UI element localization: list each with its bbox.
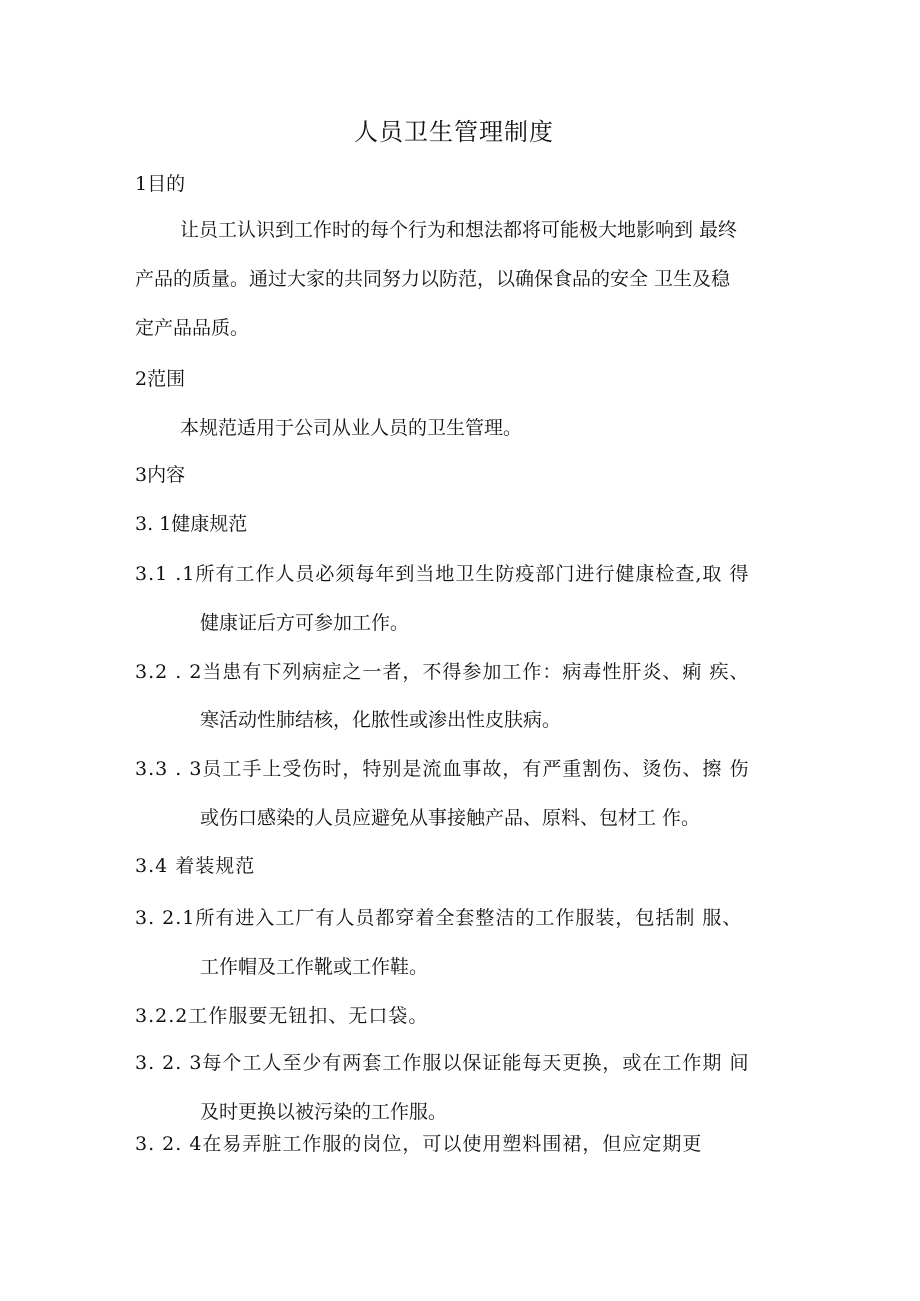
clause-continuation: 及时更换以被污染的工作服。 [200, 1101, 448, 1123]
clause-line: 3. 2.1所有进入工厂有人员都穿着全套整洁的工作服装，包括制 服、 [135, 907, 743, 929]
clause-line: 3.2 . 2当患有下列病症之一者，不得参加工作：病毒性肝炎、痢 疾、 [135, 661, 750, 683]
paragraph-line: 让员工认识到工作时的每个行为和想法都将可能极大地影响到 最终 [180, 219, 738, 241]
document-title: 人员卫生管理制度 [354, 118, 554, 146]
clause-line: 3. 2. 4在易弄脏工作服的岗位，可以使用塑料围裙，但应定期更 [135, 1133, 703, 1155]
clause-continuation: 工作帽及工作靴或工作鞋。 [200, 956, 429, 978]
clause-continuation: 寒活动性肺结核，化脓性或渗出性皮肤病。 [200, 709, 562, 731]
subsection-heading-health: 3. 1健康规范 [135, 513, 248, 535]
clause-continuation: 健康证后方可参加工作。 [200, 612, 410, 634]
clause-line: 3.1 .1所有工作人员必须每年到当地卫生防疫部门进行健康检查,取 得 [135, 563, 750, 585]
subsection-heading-dress: 3.4 着装规范 [135, 855, 256, 877]
paragraph-line: 产品的质量。通过大家的共同努力以防范，以确保食品的安全 卫生及稳 [135, 268, 731, 290]
clause-line: 3.3 . 3员工手上受伤时，特别是流血事故，有严重割伤、烫伤、擦 伤 [135, 758, 750, 780]
section-heading-purpose: 1目的 [135, 173, 186, 195]
section-heading-content: 3内容 [135, 464, 186, 486]
paragraph-line: 定产品品质。 [135, 317, 250, 339]
paragraph-line: 本规范适用于公司从业人员的卫生管理。 [180, 417, 523, 439]
clause-continuation: 或伤口感染的人员应避免从事接触产品、原料、包材工 作。 [200, 807, 701, 829]
clause-line: 3. 2. 3每个工人至少有两套工作服以保证能每天更换，或在工作期 间 [135, 1052, 750, 1074]
clause-line: 3.2.2工作服要无钮扣、无口袋。 [135, 1005, 429, 1027]
section-heading-scope: 2范围 [135, 368, 186, 390]
